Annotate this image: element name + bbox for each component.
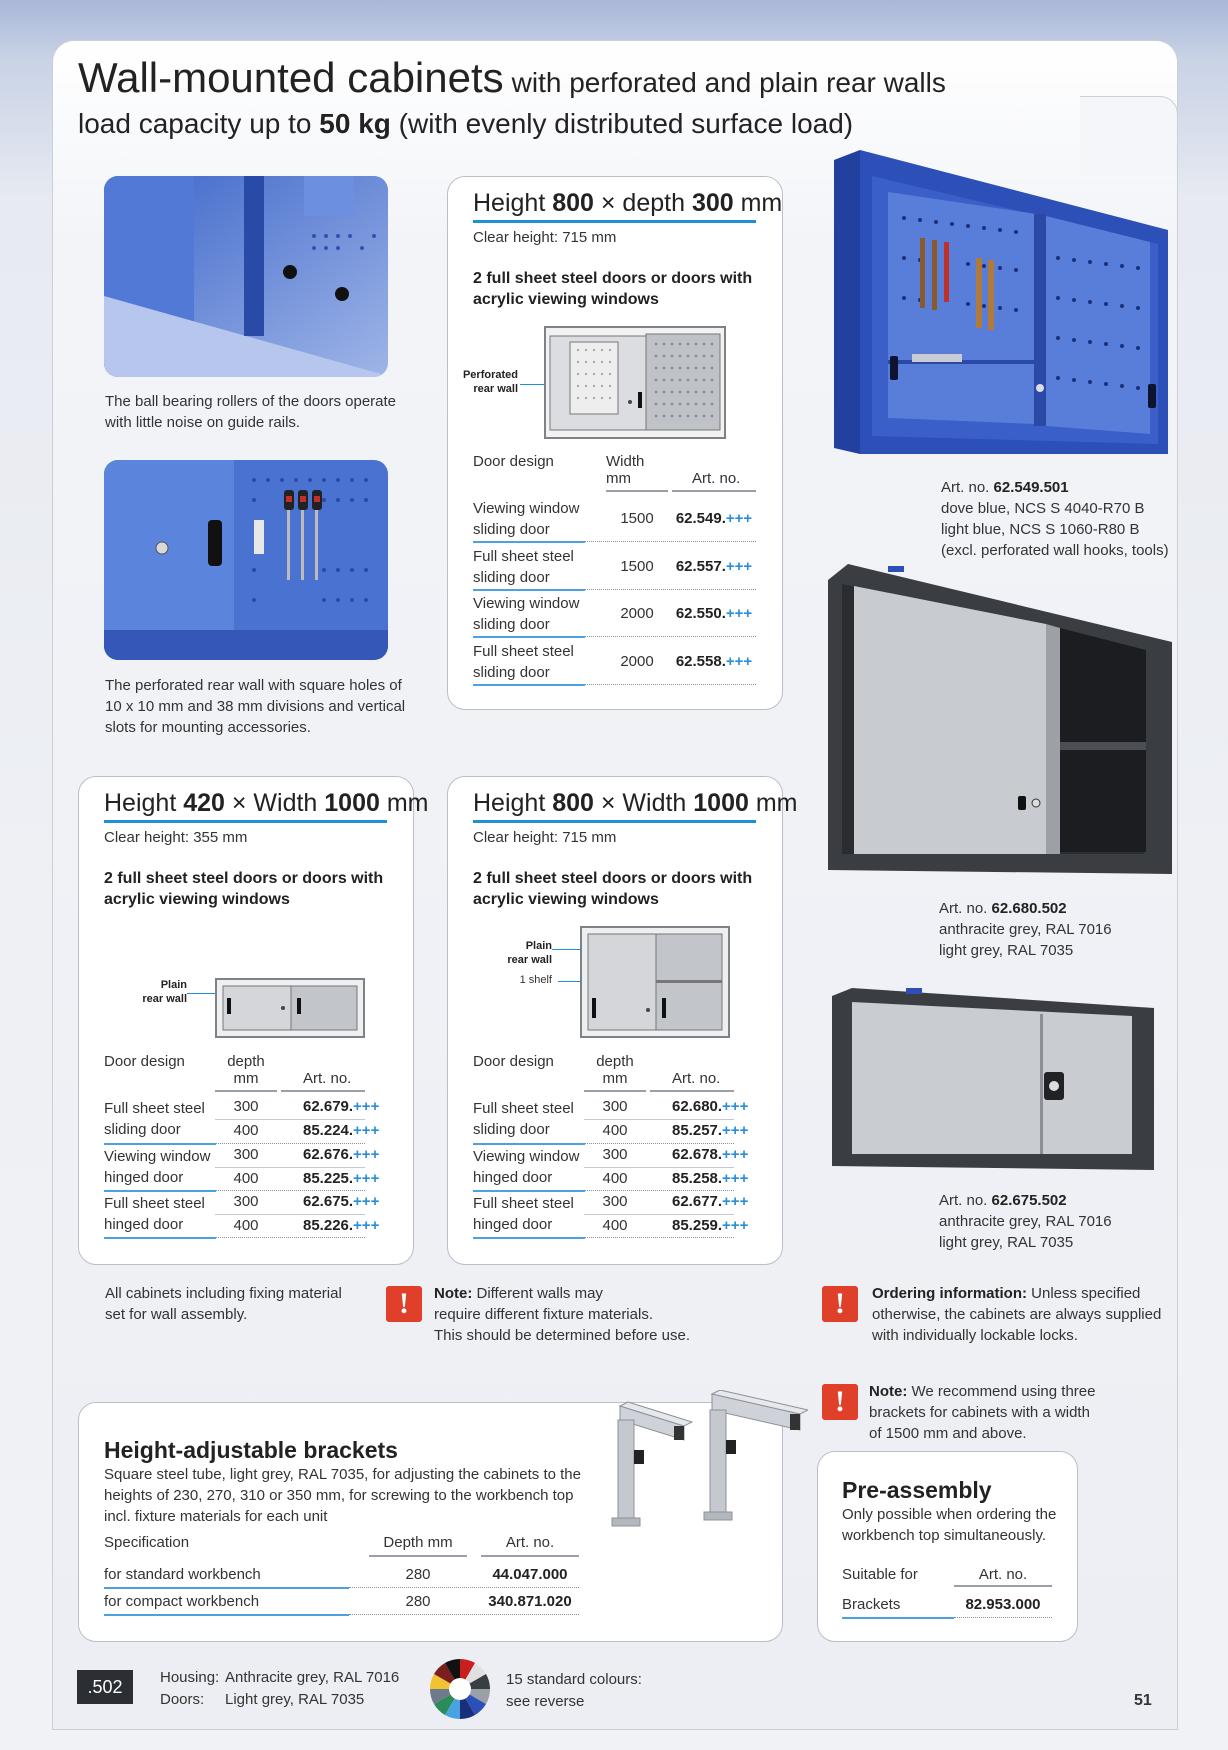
heading-rule [473, 220, 756, 223]
rule [584, 1090, 646, 1092]
colour-wheel-icon [429, 1658, 491, 1720]
doors-value: Light grey, RAL 7035 [225, 1691, 365, 1708]
ordering-note: Ordering information: Unless specified otherwise, the cabinets are always supplied with individually lockable locks. [872, 1285, 1162, 1344]
clear-height: Clear height: 715 mm [473, 229, 617, 246]
rule [215, 1090, 277, 1092]
heading-rule [104, 820, 387, 823]
cabinet-800x300-box: Height 800 × depth 300 mm Clear height: 715 mm 2 full sheet steel doors or doors with acrylic viewing windows Perforated rear wall Door design Width mm Art. no. Viewing window sliding door 1500 62.549.+++ Full sheet steel sliding door 1500 62.557.+++ Viewing window sliding door 2000 62.550.+++ Full sheet steel sliding door 2000 62.558.+++ [447, 176, 783, 710]
door-description: 2 full sheet steel doors or doors with acrylic viewing windows [473, 870, 753, 908]
page-title: Wall-mounted cabinets with perforated and plain rear walls [78, 54, 946, 101]
rule [606, 490, 668, 492]
clear-height: Clear height: 715 mm [473, 829, 617, 846]
brackets-description: Square steel tube, light grey, RAL 7035, for adjusting the cabinets to the heights of 230, 270, 310 or 350 mm, for screwing to the workbench top incl. fixture materials for each unit [104, 1466, 581, 1525]
pre-assembly-description: Only possible when ordering the workbench top simultaneously. [842, 1506, 1057, 1544]
pre-assembly-title: Pre-assembly [842, 1477, 992, 1503]
rule [650, 1090, 734, 1092]
brackets-image [604, 1390, 808, 1538]
page-subtitle: load capacity up to 50 kg (with evenly distributed surface load) [78, 108, 854, 139]
brackets-note: Note: We recommend using three brackets for cabinets with a width of 1500 mm and above. [869, 1383, 1096, 1442]
col-door-design: Door design [473, 1053, 554, 1070]
pre-assembly-box: Pre-assembly Only possible when ordering the workbench top simultaneously. Suitable for Art. no. Brackets 82.953.000 [817, 1451, 1078, 1642]
col-art-no: Art. no. [692, 470, 741, 487]
door-description: 2 full sheet steel doors or doors with acrylic viewing windows [104, 870, 384, 908]
heading-rule [473, 820, 756, 823]
rollers-caption: The ball bearing rollers of the doors operate with little noise on guide rails. [105, 393, 397, 431]
drawing-label: Plain rear wall [507, 940, 552, 966]
perforated-wall-photo [104, 460, 388, 660]
rule [281, 1090, 365, 1092]
catalogue-section-tag: .502 [77, 1670, 133, 1704]
col-art-no: Art. no. [978, 1566, 1028, 1583]
col-suitable-for: Suitable for [842, 1566, 918, 1583]
brackets-title: Height-adjustable brackets [104, 1437, 398, 1463]
col-door-design: Door design [104, 1053, 185, 1070]
product-2-caption: Art. no. 62.680.502 anthracite grey, RAL 7016 light grey, RAL 7035 [939, 900, 1112, 959]
box-heading: Height 420 × Width 1000 mm [104, 789, 429, 817]
page-number: 51 [1134, 1692, 1152, 1709]
rule [481, 1555, 579, 1557]
doors-spec: Doors: [160, 1691, 205, 1708]
drawing-label: Perforated rear wall [462, 369, 518, 395]
housing-value: Anthracite grey, RAL 7016 [225, 1669, 400, 1686]
perforated-wall-caption: The perforated rear wall with square holes of 10 x 10 mm and 38 mm divisions and vertical slots for mounting accessories. [105, 677, 406, 736]
walls-note: Note: Different walls may require different fixture materials. This should be determined before use. [434, 1285, 690, 1344]
door-description: 2 full sheet steel doors or doors with acrylic viewing windows [473, 270, 753, 308]
product-1-caption: Art. no. 62.549.501 dove blue, NCS S 4040-R70 B light blue, NCS S 1060-R80 B (excl. perforated wall hooks, tools) [941, 479, 1169, 559]
col-art-no: Art. no. [303, 1070, 352, 1087]
grey-sliding-cabinet-image [828, 564, 1172, 874]
col-depth: depth mm [596, 1053, 634, 1087]
col-depth: depth mm [227, 1053, 265, 1087]
rule [954, 1585, 1052, 1587]
rule [369, 1555, 467, 1557]
brackets-box: Height-adjustable brackets Square steel tube, light grey, RAL 7035, for adjusting the cabinets to the heights of 230, 270, 310 or 350 mm, for screwing to the workbench top incl. fixture materials for each unit Specification Depth mm Art. no. for standard workbench 280 44.047.000 for compact workbench 280 340.871.020 [78, 1402, 783, 1642]
box-heading: Height 800 × Width 1000 mm [473, 789, 798, 817]
col-specification: Specification [104, 1534, 190, 1551]
col-door-design: Door design [473, 453, 554, 470]
blue-cabinet-image [828, 148, 1170, 454]
standard-colours-note: 15 standard colours: see reverse [506, 1671, 642, 1710]
cabinet-800x1000-box: Height 800 × Width 1000 mm Clear height: 715 mm 2 full sheet steel doors or doors with acrylic viewing windows Plain rear wall 1 shelf Door design depth mm Art. no. Full sheet steel sliding door 300 62.680.+++ 400 85.257.+++ Viewing window hinged door 300 62.678.+++ 400 85.258.+++ Full sheet steel hinged door 300 62.677.+++ 400 85.259.+++ [447, 776, 783, 1265]
box-heading: Height 800 × depth 300 mm [473, 189, 783, 217]
clear-height: Clear height: 355 mm [104, 829, 248, 846]
housing-spec: Housing: [160, 1669, 220, 1686]
warning-icon: ! [386, 1286, 422, 1322]
warning-icon: ! [822, 1286, 858, 1322]
cabinet-drawing [544, 326, 726, 439]
fixing-note: All cabinets including fixing material set for wall assembly. [105, 1285, 342, 1323]
col-art-no: Art. no. [505, 1534, 555, 1551]
cabinet-420x1000-box: Height 420 × Width 1000 mm Clear height: 355 mm 2 full sheet steel doors or doors with acrylic viewing windows Plain rear wall Door design depth mm Art. no. Full sheet steel sliding door 300 62.679.+++ 400 85.224.+++ Viewing window hinged door 300 62.676.+++ 400 85.225.+++ Full sheet steel hinged door 300 62.675.+++ 400 85.226.+++ [78, 776, 414, 1265]
cabinet-drawing [215, 978, 365, 1038]
col-depth: Depth mm [383, 1534, 453, 1551]
col-art-no: Art. no. [672, 1070, 721, 1087]
grey-hinged-cabinet-image [832, 986, 1154, 1170]
col-width: Width mm [606, 453, 645, 487]
product-3-caption: Art. no. 62.675.502 anthracite grey, RAL 7016 light grey, RAL 7035 [939, 1192, 1112, 1251]
shelf-label: 1 shelf [519, 974, 552, 986]
warning-icon: ! [822, 1384, 858, 1420]
rollers-photo [104, 176, 388, 377]
rule [672, 490, 756, 492]
cabinet-drawing [580, 926, 730, 1038]
drawing-label: Plain rear wall [142, 979, 187, 1005]
